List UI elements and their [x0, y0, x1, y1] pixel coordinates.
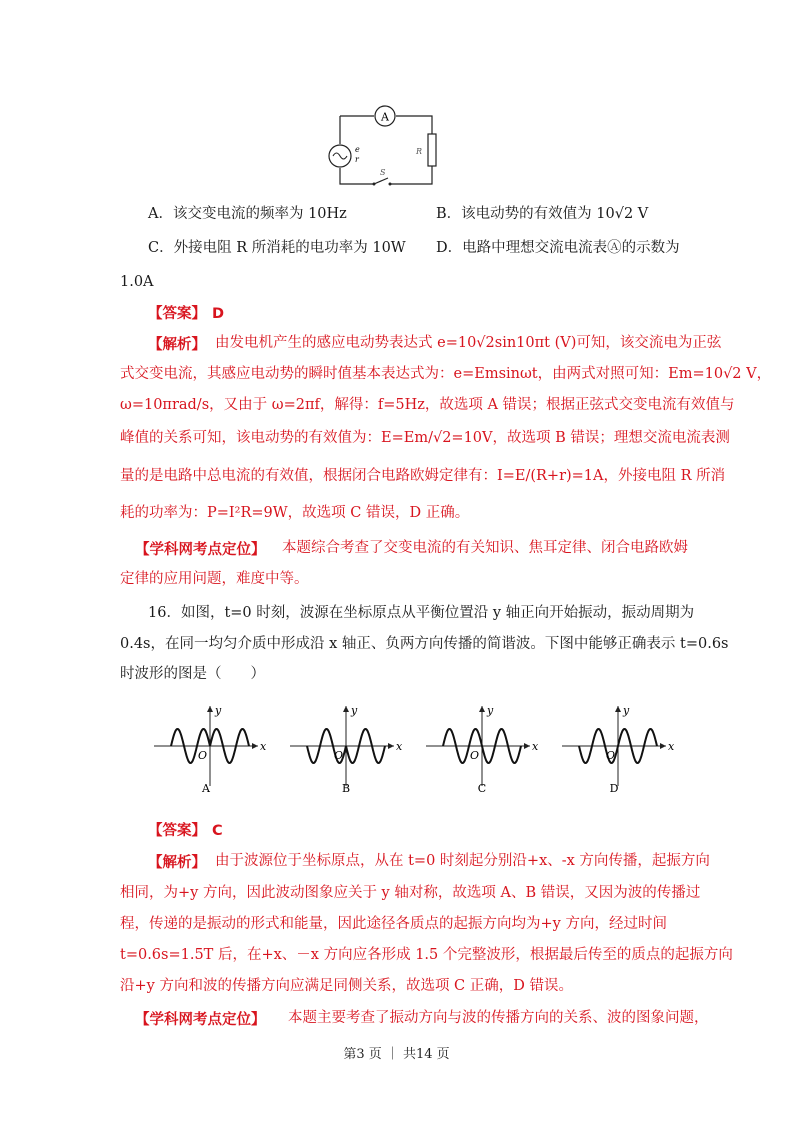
graph-option-label: C: [477, 782, 487, 795]
option-c: C．外接电阻 R 所消耗的电功率为 10W: [148, 240, 406, 256]
answer-label: 【答案】: [148, 306, 206, 322]
switch-label: S: [380, 168, 386, 177]
analysis-15-line-4: 峰值的关系可知，该电动势的有效值为：E=Em/√2=10V，故选项 B 错误；理想交流电流表测: [120, 430, 730, 446]
origin-label: O: [334, 749, 344, 762]
origin-label: O: [198, 749, 208, 762]
answer-15: [148, 302, 224, 323]
origin-label: O: [606, 749, 616, 762]
wave-graph-b: [286, 700, 406, 800]
y-axis-label: y: [623, 704, 630, 717]
analysis-16-line-2: 相同，为+y 方向，因此波动图象应关于 y 轴对称，故选项 A、B 错误，又因为波的传播过: [120, 885, 701, 901]
graph-option-label: B: [341, 782, 351, 795]
analysis-16-line-3: 程，传递的是振动的形式和能量，因此途径各质点的起振方向均为+y 方向，经过时间: [120, 916, 667, 932]
analysis-16-line-5: 沿+y 方向和波的传播方向应满足同侧关系，故选项 C 正确，D 错误。: [120, 978, 573, 994]
q16-stem-line-2: 0.4s，在同一均匀介质中形成沿 x 轴正、负两方向传播的简谐波。下图中能够正确表示 t=0.6s: [120, 636, 729, 652]
answer-value: D: [212, 306, 225, 322]
option-d-continued: 1.0A: [120, 274, 154, 290]
analysis-15-line-2: 式交变电流，其感应电动势的瞬时值基本表达式为：e=Emsinωt，由两式对照可知：Em=10√2 V，: [120, 366, 772, 382]
x-axis-label: x: [532, 740, 539, 753]
graph-option-label: A: [202, 782, 210, 795]
q16-stem-line-1: 16．如图，t=0 时刻，波源在坐标原点从平衡位置沿 y 轴正向开始振动，振动周期为: [148, 605, 695, 621]
wave-graphs: [150, 700, 675, 800]
y-axis-label: y: [215, 704, 222, 717]
point-16-line-1: 本题主要考查了振动方向与波的传播方向的关系、波的图象问题，: [288, 1010, 709, 1026]
y-axis-label: y: [487, 704, 494, 717]
analysis-label-16: 【解析】: [148, 855, 206, 871]
x-axis-label: x: [260, 740, 267, 753]
option-b: [436, 204, 648, 224]
x-axis-label: x: [396, 740, 403, 753]
analysis-label-15: 【解析】: [148, 337, 206, 353]
circuit-diagram: [328, 100, 440, 192]
answer-16: [148, 819, 223, 840]
resistor-symbol: [428, 134, 436, 166]
analysis-16-line-4: t=0.6s=1.5T 后，在+x、－x 方向应各形成 1.5 个完整波形，根据最后传至的质点的起振方向: [120, 947, 733, 963]
source-e-label: e: [355, 145, 360, 154]
ammeter-label: A: [381, 110, 389, 124]
point-15-line-2: 定律的应用问题，难度中等。: [120, 571, 309, 587]
option-b-value: 10√2 V: [596, 206, 649, 222]
wave-graph-c: [422, 700, 542, 800]
option-d: D．电路中理想交流电流表Ⓐ的示数为: [436, 240, 680, 256]
page-footer: 第3 页 ｜ 共14 页: [343, 1047, 450, 1062]
source-r-label: r: [355, 155, 359, 164]
analysis-15-line-6: 耗的功率为：P=I²R=9W，故选项 C 错误，D 正确。: [120, 505, 470, 521]
analysis-15-line-1: 由发电机产生的感应电动势表达式 e=10√2sin10πt (V)可知，该交流电为正弦: [215, 335, 722, 351]
switch-symbol: [374, 178, 388, 184]
answer-label: 【答案】: [148, 823, 206, 839]
origin-label: O: [470, 749, 480, 762]
q16-stem-line-3: 时波形的图是（ ）: [120, 666, 265, 682]
analysis-15-line-5: 量的是电路中总电流的有效值，根据闭合电路欧姆定律有：I=E/(R+r)=1A，外接电阻 R 所消: [120, 468, 726, 484]
analysis-16-line-1: 由于波源位于坐标原点，从在 t=0 时刻起分别沿+x、-x 方向传播，起振方向: [215, 853, 710, 869]
option-a: A．该交变电流的频率为 10Hz: [148, 206, 347, 222]
point-label-15: 【学科网考点定位】: [135, 542, 266, 558]
wave-graph-d: [558, 700, 678, 800]
point-15-line-1: 本题综合考查了交变电流的有关知识、焦耳定律、闭合电路欧姆: [282, 540, 688, 556]
wave-graph-a: [150, 700, 270, 800]
y-axis-label: y: [351, 704, 358, 717]
answer-value: C: [212, 823, 223, 839]
option-b-text: B．该电动势的有效值为: [436, 206, 592, 222]
point-label-16: 【学科网考点定位】: [135, 1012, 266, 1028]
analysis-15-line-3: ω=10πrad/s，又由于 ω=2πf，解得：f=5Hz，故选项 A 错误；根据正弦式交变电流有效值与: [120, 397, 735, 413]
graph-option-label: D: [609, 782, 619, 795]
x-axis-label: x: [668, 740, 675, 753]
resistor-label: R: [416, 147, 423, 156]
